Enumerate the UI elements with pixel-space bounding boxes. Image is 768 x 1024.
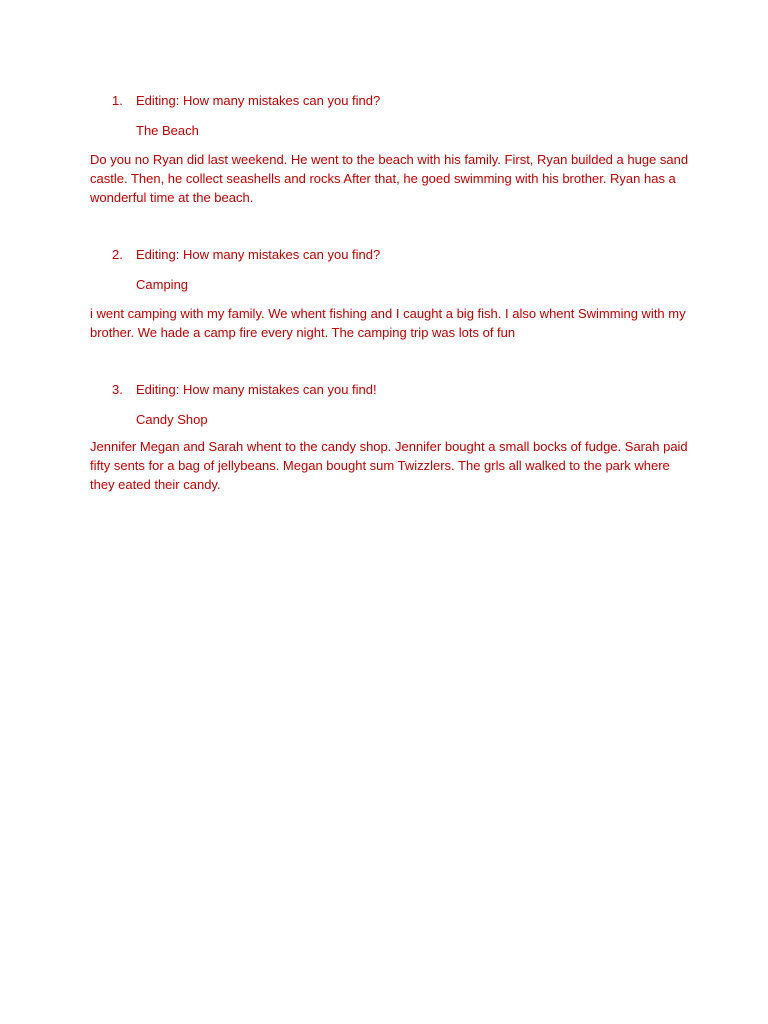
exercise-question	[112, 246, 380, 264]
passage-line: brother. We hade a camp fire every night. The camping trip was lots of fun	[90, 325, 516, 340]
passage-title: Camping	[136, 277, 189, 292]
exercise-question	[112, 92, 380, 110]
passage-line: i went camping with my family. We whent fishing and I caught a big fish. I also whent Swimming with my	[90, 306, 686, 321]
passage-line: castle. Then, he collect seashells and rocks After that, he goed swimming with his brother. Ryan has a	[90, 171, 676, 186]
passage-line: Jennifer Megan and Sarah whent to the candy shop. Jennifer bought a small bocks of fudge. Sarah paid	[90, 439, 688, 454]
passage-line: wonderful time at the beach.	[90, 190, 254, 205]
passage-line: fifty sents for a bag of jellybeans. Megan bought sum Twizzlers. The grls all walked to the park where	[90, 458, 670, 473]
passage-line: they eated their candy.	[90, 477, 221, 492]
question-number: 1.	[112, 93, 123, 108]
question-text: Editing: How many mistakes can you find?	[136, 247, 381, 262]
question-number: 3.	[112, 382, 123, 397]
passage-text	[90, 150, 690, 207]
passage-title: Candy Shop	[136, 412, 208, 427]
question-text: Editing: How many mistakes can you find?	[136, 93, 381, 108]
question-number: 2.	[112, 247, 123, 262]
exercise-question	[112, 381, 377, 399]
passage-text	[90, 304, 690, 342]
passage-line: Do you no Ryan did last weekend. He went to the beach with his family. First, Ryan builded a huge sand	[90, 152, 689, 167]
question-text: Editing: How many mistakes can you find!	[136, 382, 377, 397]
passage-text	[90, 437, 690, 494]
passage-title: The Beach	[136, 123, 199, 138]
